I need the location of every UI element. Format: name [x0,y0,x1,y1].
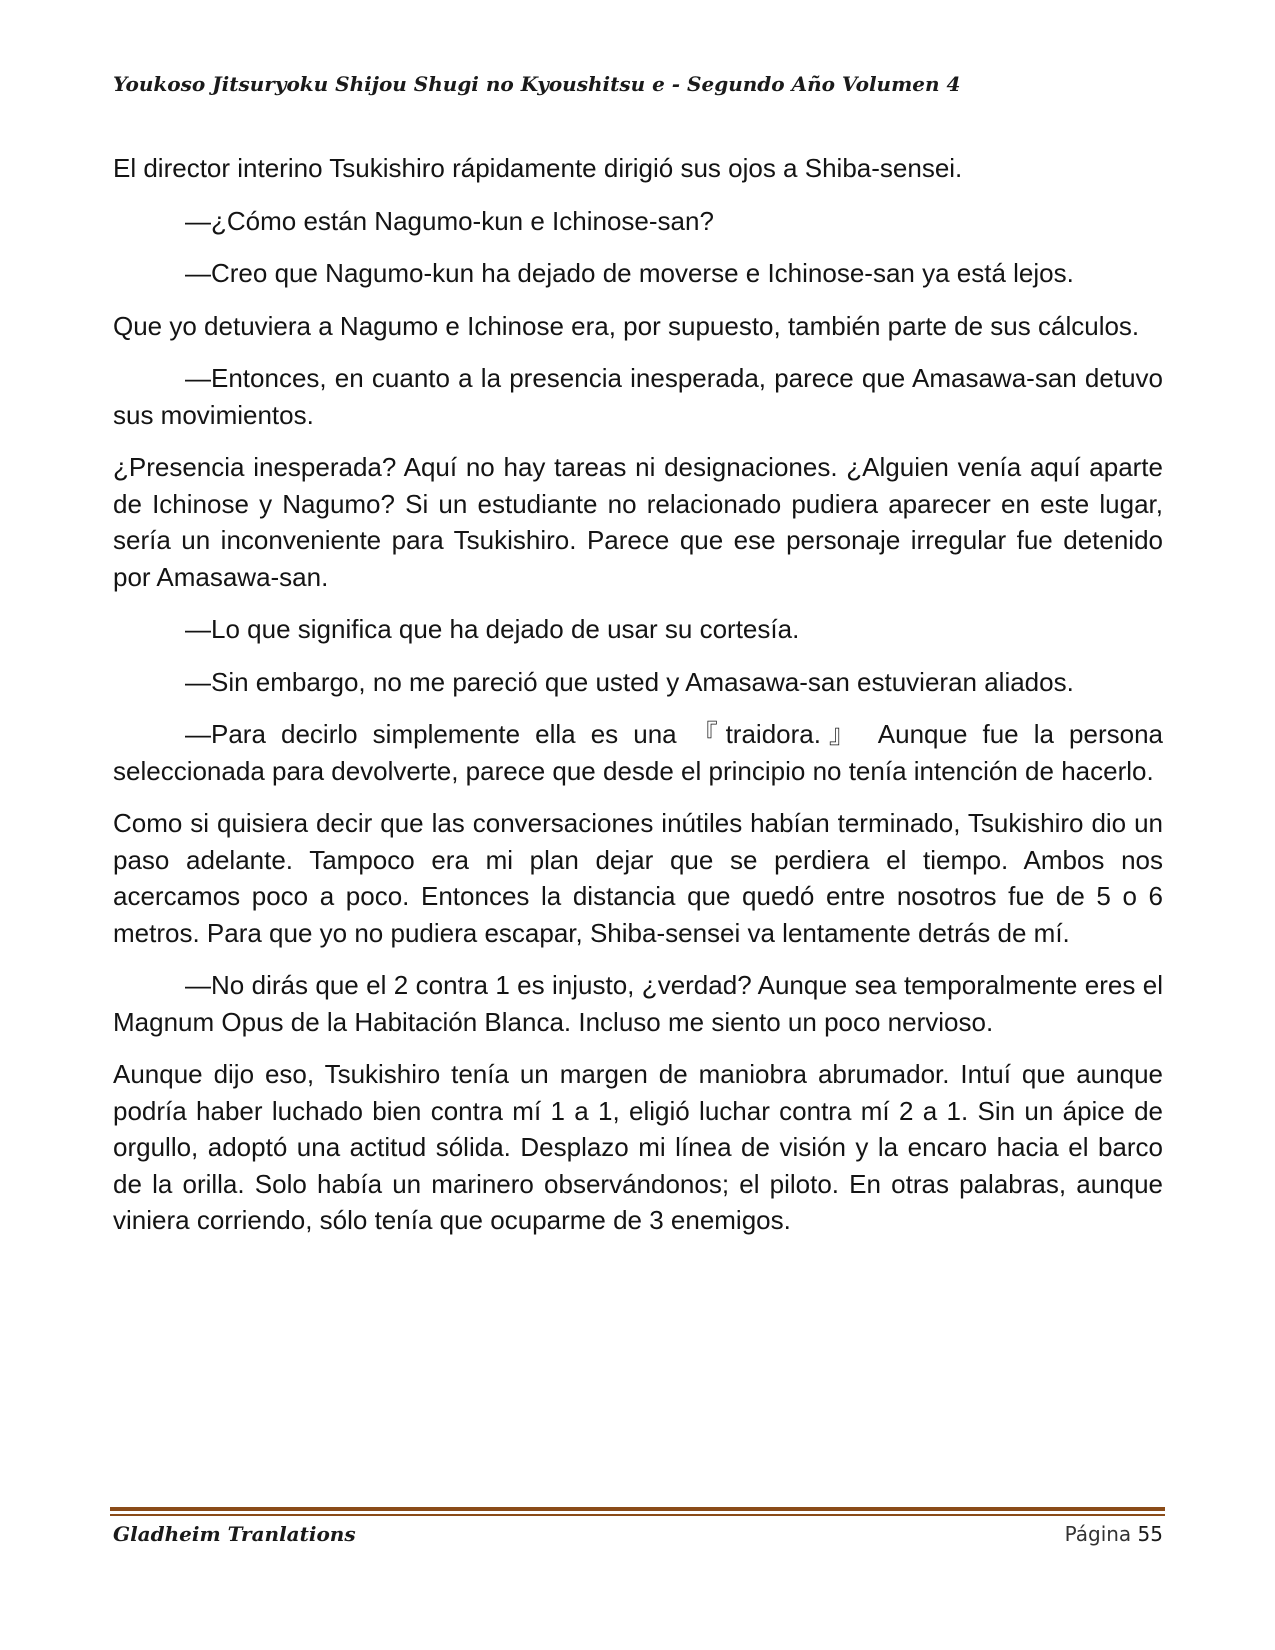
dialogue-line: —No dirás que el 2 contra 1 es injusto, ¿verdad? Aunque sea temporalmente eres el Magnum Opus de la Habitación Blanca. Incluso me siento un poco nervioso. [113,970,1163,1037]
paragraph: Aunque dijo eso, Tsukishiro tenía un margen de maniobra abrumador. Intuí que aunque podría haber luchado bien contra mí 1 a 1, eligió luchar contra mí 2 a 1. Sin un ápice de orgullo, adoptó una actitud sólida. Desplazo mi línea de visión y la encaro hacia el barco de la orilla. Solo había un marinero observándonos; el piloto. En otras palabras, aunque viniera corriendo, sólo tenía que ocuparme de 3 enemigos. [113,1059,1163,1235]
page-label: Página [1064,1522,1132,1546]
dialogue-line: —¿Cómo están Nagumo-kun e Ichinose-san? [185,205,714,236]
footer-divider-thin [110,1514,1165,1516]
dialogue-line: —Para decirlo simplemente ella es una 『traidora.』 Aunque fue la persona seleccionada para devolverte, parece que desde el principio no tenía intención de hacerlo. [113,719,1163,786]
paragraph: ¿Presencia inesperada? Aquí no hay tareas ni designaciones. ¿Alguien venía aquí aparte de Ichinose y Nagumo? Si un estudiante no relacionado pudiera aparecer en este lugar, sería un inconveniente para Tsukishiro. Parece que ese personaje irregular fue detenido por Amasawa-san. [113,452,1163,592]
dialogue-line: —Creo que Nagumo-kun ha dejado de moverse e Ichinose-san ya está lejos. [185,258,1074,288]
footer-divider-thick [110,1507,1165,1511]
body-text [113,150,1163,1255]
dialogue-line: —Sin embargo, no me pareció que usted y Amasawa-san estuvieran aliados. [185,666,1074,697]
dialogue-line: —Lo que significa que ha dejado de usar su cortesía. [185,614,800,644]
paragraph: Como si quisiera decir que las conversaciones inútiles habían terminado, Tsukishiro dio un paso adelante. Tampoco era mi plan dejar que se perdiera el tiempo. Ambos nos acercamos poco a poco. Entonces la distancia que quedó entre nosotros fue de 5 o 6 metros. Para que yo no pudiera escapar, Shiba-sensei va lentamente detrás de mí. [113,808,1163,948]
page-header-title: Youkoso Jitsuryoku Shijou Shugi no Kyoushitsu e - Segundo Año Volumen 4 [113,72,961,96]
page-number-block [1065,1522,1163,1546]
page-number: 55 [1137,1522,1163,1546]
paragraph: El director interino Tsukishiro rápidamente dirigió sus ojos a Shiba-sensei. [113,153,963,183]
paragraph: Que yo detuviera a Nagumo e Ichinose era, por supuesto, también parte de sus cálculos. [113,310,1140,341]
dialogue-line: —Entonces, en cuanto a la presencia inesperada, parece que Amasawa-san detuvo sus movimientos. [113,363,1163,430]
footer-credit: Gladheim Tranlations [113,1522,356,1546]
